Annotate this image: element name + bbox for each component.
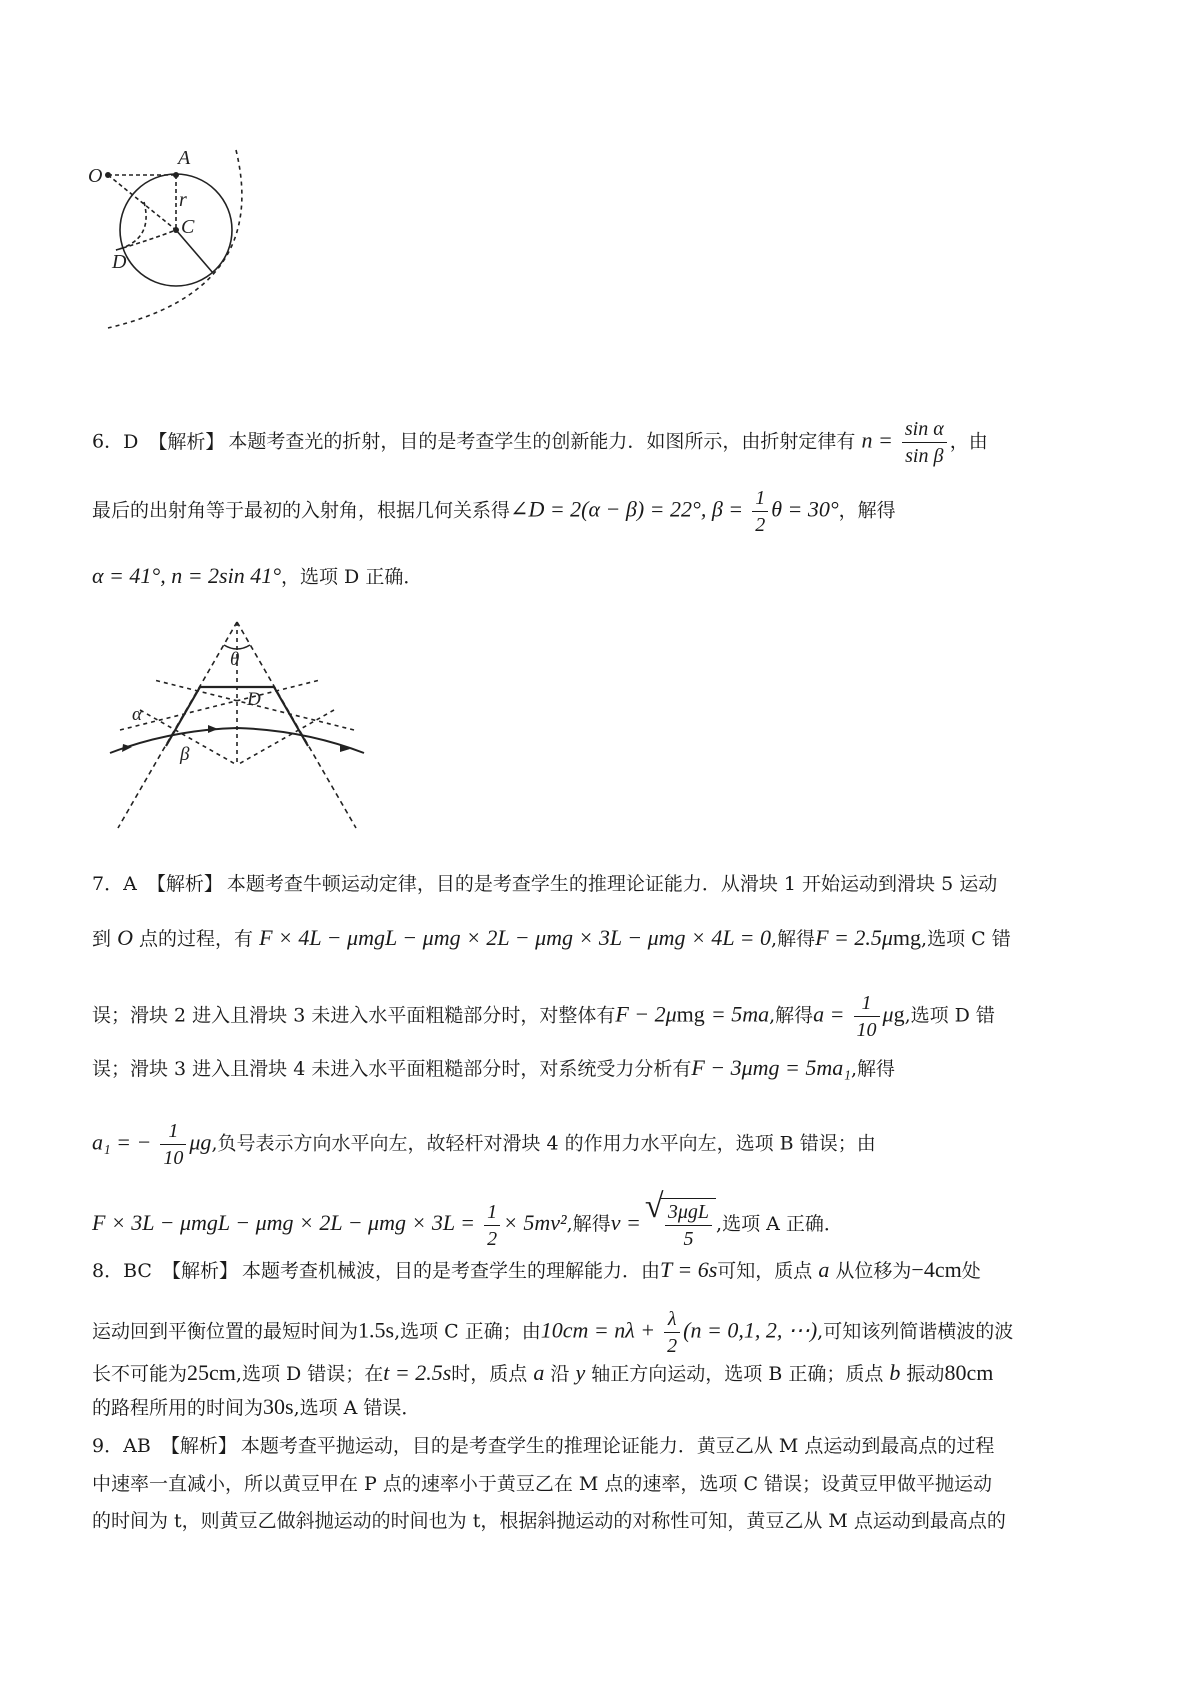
q8-l4-f: 30s xyxy=(263,1394,294,1419)
q6-line3-text: ，选项 D 正确． xyxy=(281,566,423,588)
q8-l1-a: a xyxy=(818,1257,830,1282)
q7-l6-v: v = xyxy=(610,1210,641,1235)
q6-half-fraction xyxy=(752,485,768,538)
q8-l3-f3: 80cm xyxy=(944,1360,994,1385)
q8-l1-f: T = 6s xyxy=(660,1257,718,1282)
q8-l1c: 从位移为 xyxy=(835,1260,912,1282)
q7-l5-frac-den: 10 xyxy=(163,1147,184,1169)
q9-answer: AB xyxy=(123,1435,151,1457)
q7-l6-fraction xyxy=(484,1199,500,1252)
light-ray xyxy=(110,728,364,753)
q7-l3-fraction xyxy=(854,990,880,1043)
q7-line-3 xyxy=(92,990,995,1043)
q7-l6-frac-den: 2 xyxy=(487,1227,498,1250)
point-O xyxy=(105,172,111,178)
q7-l5-rhs: μg xyxy=(189,1129,212,1155)
q6-line3-formula: α = 41°, n = 2sin 41° xyxy=(92,563,282,588)
q7-line-6 xyxy=(92,1198,843,1252)
q8-l1a: 本题考查机械波，目的是考查学生的理解能力．由 xyxy=(242,1260,661,1282)
q8-l4b: ,选项 A 错误． xyxy=(293,1397,421,1419)
q8-number: 8． xyxy=(92,1260,124,1282)
q6-line-1 xyxy=(92,416,988,469)
q7-line-1 xyxy=(92,870,997,898)
q7-l3-a: a = xyxy=(813,1001,845,1027)
label-beta: β xyxy=(180,744,190,765)
q8-l1-f2: −4cm xyxy=(911,1257,962,1282)
q8-l3-y: y xyxy=(575,1360,586,1385)
q7-l2-O: O xyxy=(117,925,133,950)
q6-line1-text: 本题考查光的折射，目的是考查学生的创新能力．如图所示，由折射定律有 xyxy=(228,430,856,453)
q6-answer: D xyxy=(123,430,139,453)
q6-n-lhs: n = xyxy=(861,427,893,453)
prism-right-face xyxy=(274,687,308,746)
q7-tag: 【解析】 xyxy=(146,873,223,895)
q9-tag: 【解析】 xyxy=(160,1435,237,1457)
q8-l3d: 沿 xyxy=(550,1363,570,1385)
q7-answer: A xyxy=(123,873,137,895)
q7-l2-f1: F × 4L − μmgL − μmg × 2L − μmg × 3L − μmg × 4L = 0 xyxy=(259,925,772,950)
q6-sin-fraction xyxy=(902,416,947,469)
q8-l3a: 长不可能为 xyxy=(92,1363,188,1385)
q6-line-3 xyxy=(92,562,422,591)
q8-l3-b: b xyxy=(889,1360,901,1385)
q8-l2-frac-num: λ xyxy=(664,1306,680,1333)
q8-l3-a: a xyxy=(533,1360,545,1385)
label-alpha: α xyxy=(132,704,142,725)
q6-frac-num: sin α xyxy=(902,416,947,443)
figure-prism-diagram xyxy=(100,620,390,830)
q8-tag: 【解析】 xyxy=(162,1260,239,1282)
q8-l1d: 处 xyxy=(961,1260,981,1282)
point-A xyxy=(173,172,179,178)
q7-l4a: 误；滑块 3 进入且滑块 4 未进入水平面粗糙部分时，对系统受力分析有 xyxy=(92,1058,692,1080)
q7-l3c: ,选项 D 错 xyxy=(904,1004,995,1027)
q8-l2-fraction xyxy=(664,1306,680,1359)
q7-l5-frac-num: 1 xyxy=(160,1118,186,1145)
q7-l3-f1: F − 2μ xyxy=(615,1001,677,1027)
q7-l5-text: ,负号表示方向水平向左，故轻杆对滑块 4 的作用力水平向左，选项 B 错误；由 xyxy=(211,1132,876,1155)
q8-l3c: 时，质点 xyxy=(451,1363,528,1385)
q7-l4b: ,解得 xyxy=(850,1058,895,1080)
q8-line-2 xyxy=(92,1306,1013,1359)
q7-l6-sqrt-num: √ 3μgL xyxy=(665,1199,712,1226)
q8-l4a: 的路程所用的时间为 xyxy=(92,1397,264,1419)
q7-l5-lhs: a₁ = − xyxy=(92,1129,152,1155)
prism-left-face xyxy=(166,687,200,746)
label-r: r xyxy=(179,189,187,211)
q8-l2-f: 1.5s xyxy=(358,1317,395,1343)
q6-line2-formula1: ∠D = 2(α − β) = 22°, β = xyxy=(510,496,744,522)
q7-line1-text: 本题考查牛顿运动定律，目的是考查学生的推理论证能力．从滑块 1 开始运动到滑块 5 运动 xyxy=(226,873,998,895)
normal-right xyxy=(237,710,334,765)
line-DC xyxy=(116,230,176,250)
q7-l4-f: F − 3μmg = 5ma₁ xyxy=(691,1055,851,1080)
q7-l2d: ,选项 C 错 xyxy=(921,928,1011,950)
q6-tag: 【解析】 xyxy=(148,430,225,453)
label-D: D xyxy=(247,689,261,710)
q9-line1-text: 本题考查平抛运动，目的是考查学生的推理论证能力．黄豆乙从 M 点运动到最高点的过程 xyxy=(240,1435,995,1457)
q9-line-1 xyxy=(92,1432,994,1460)
q7-l6-sqrt-fraction xyxy=(665,1199,712,1252)
q7-l3-mu: μ xyxy=(882,1001,894,1027)
q7-line-2 xyxy=(92,924,1011,953)
q8-line-4 xyxy=(92,1393,420,1422)
q6-line2-text: 最后的出射角等于最初的入射角，根据几何关系得 xyxy=(92,499,511,522)
label-theta: θ xyxy=(230,649,240,670)
q6-frac-den: sin β xyxy=(905,445,944,467)
q8-l3-f2: t = 2.5s xyxy=(383,1360,452,1385)
q9-number: 9． xyxy=(92,1435,124,1457)
q7-l2c: ,解得 xyxy=(771,928,816,950)
q8-l3-f: 25cm xyxy=(187,1360,236,1385)
label-O: O xyxy=(88,165,103,187)
q7-l3-f1u: mg xyxy=(676,1001,705,1027)
q7-l3b: ,解得 xyxy=(769,1004,814,1027)
q7-l6a: ,解得 xyxy=(566,1213,611,1235)
q7-l6-f1: F × 3L − μmgL − μmg × 2L − μmg × 3L = xyxy=(92,1210,476,1235)
q9-line-3 xyxy=(92,1507,1006,1535)
q7-l6-frac-num: 1 xyxy=(484,1199,500,1226)
q8-l2-f2: 10cm = nλ + xyxy=(540,1317,656,1343)
q8-line-3 xyxy=(92,1359,993,1388)
q7-number: 7． xyxy=(92,873,124,895)
q8-l2c: ,可知该列简谐横波的波 xyxy=(817,1320,1014,1343)
q7-l6-sqrt xyxy=(661,1198,716,1252)
q8-l2a: 运动回到平衡位置的最短时间为 xyxy=(92,1320,359,1343)
q6-line1-end: ，由 xyxy=(949,430,988,453)
q9-line2-text: 中速率一直减小，所以黄豆甲在 P 点的速率小于黄豆乙在 M 点的速率，选项 C 错误；设黄豆甲做平抛运动 xyxy=(92,1473,993,1495)
q6-line-2 xyxy=(92,485,896,538)
q8-answer: BC xyxy=(123,1260,152,1282)
figure-circle-diagram xyxy=(80,140,280,355)
q7-l3-frac-den: 10 xyxy=(856,1019,877,1041)
line-OC xyxy=(108,175,176,230)
q7-l6b: ,选项 A 正确． xyxy=(716,1213,843,1235)
q7-l6-sqrt-den: 5 xyxy=(683,1228,694,1250)
point-C xyxy=(173,227,179,233)
q6-half-den: 2 xyxy=(755,514,766,536)
q7-l3a: 误；滑块 2 进入且滑块 3 未进入水平面粗糙部分时，对整体有 xyxy=(92,1004,616,1027)
label-C: C xyxy=(181,216,195,238)
q7-l2-f2: F = 2.5μ xyxy=(815,925,893,950)
q7-l3-f1b: = 5ma xyxy=(710,1001,770,1027)
q7-l2a: 到 xyxy=(92,928,112,950)
q8-l3b: ,选项 D 错误；在 xyxy=(235,1363,384,1385)
q8-l2b: ,选项 C 正确；由 xyxy=(394,1320,541,1343)
q8-l3f: 振动 xyxy=(906,1363,945,1385)
q7-l5-fraction xyxy=(160,1118,186,1171)
q7-line-4 xyxy=(92,1054,895,1083)
q8-l3e: 轴正方向运动，选项 B 正确；质点 xyxy=(591,1363,884,1385)
q8-l2-frac-den: 2 xyxy=(667,1335,678,1357)
q6-line2-formula2: θ = 30° xyxy=(771,496,839,522)
q7-l3-frac-num: 1 xyxy=(854,990,880,1017)
q6-number: 6． xyxy=(92,430,124,453)
q8-l1b: 可知，质点 xyxy=(717,1260,813,1282)
q7-l2-f2u: mg xyxy=(892,925,922,950)
q8-line-1 xyxy=(92,1256,981,1285)
label-A: A xyxy=(178,147,191,169)
q6-line2-end: ，解得 xyxy=(838,499,896,522)
ray-arrow-mid xyxy=(208,725,218,733)
q7-l3-g: g xyxy=(893,1001,905,1027)
q7-l2b: 点的过程，有 xyxy=(139,928,254,950)
q9-line3-text: 的时间为 t，则黄豆乙做斜抛运动的时间也为 t，根据斜抛运动的对称性可知，黄豆乙从 M 点运动到最高点的 xyxy=(92,1510,1006,1532)
q7-l6-f2: × 5mv² xyxy=(503,1210,567,1235)
label-D: D xyxy=(112,251,127,273)
q7-line-5 xyxy=(92,1118,876,1171)
q9-line-2 xyxy=(92,1470,992,1498)
q8-l2-f3: (n = 0,1, 2, ⋯) xyxy=(683,1317,818,1343)
q6-half-num: 1 xyxy=(752,485,768,512)
